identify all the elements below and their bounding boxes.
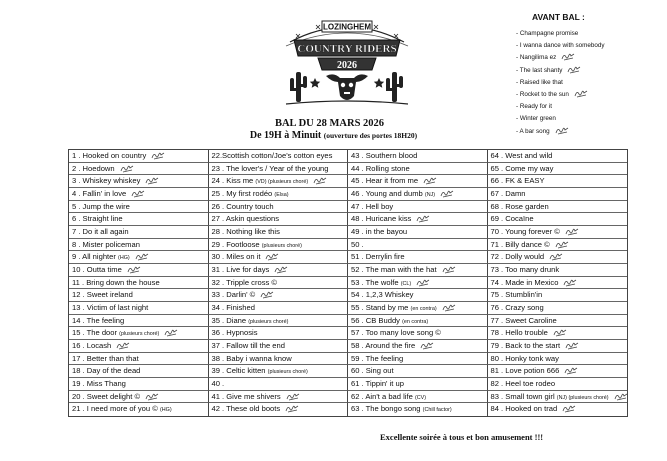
dance-cell: [348, 391, 488, 404]
dance-cell: [209, 340, 349, 353]
dance-title: 41 . Give me shivers: [211, 391, 281, 401]
dance-cell: [348, 315, 488, 328]
dance-cell: [209, 378, 349, 391]
dancer-signature-icon: [549, 252, 563, 261]
dancer-signature-icon: [574, 89, 588, 98]
dance-cell: [69, 353, 209, 366]
dance-title: 66 . FK & EASY: [490, 176, 545, 186]
closing-message: Excellente soirée à tous et bon amusement !!!: [380, 432, 544, 442]
dance-title: 58 . Around the fire: [351, 341, 416, 350]
dance-note: (plusieurs choré): [119, 331, 160, 338]
avant-bal-item-label: - I wanna dance with somebody: [516, 42, 605, 50]
dance-title: 48 . Huricane kiss: [351, 214, 412, 224]
dancer-signature-icon: [260, 290, 274, 299]
dance-cell: [69, 391, 209, 404]
dance-note: (Chill factor): [422, 407, 452, 414]
dancer-signature-icon: [564, 366, 578, 375]
dance-cell: [209, 213, 349, 226]
dance-cell: [348, 201, 488, 214]
dance-cell: [69, 150, 209, 163]
dance-title: 42 . These old boots: [211, 404, 281, 414]
dance-cell: [209, 150, 349, 163]
dance-note: (NJ) (plusieurs choré): [556, 394, 609, 401]
dance-cell: [488, 315, 628, 328]
dance-cell: [488, 391, 628, 404]
dance-title: 74 . Made in Mexico: [490, 277, 559, 287]
dance-cell: [488, 226, 628, 239]
dance-title: 43 . Southern blood: [351, 151, 418, 160]
dance-cell: [488, 175, 628, 188]
country-riders-logo: [282, 12, 412, 110]
doors-open-note: (ouverture des portes 18H20): [323, 131, 418, 140]
dance-cell: [348, 150, 488, 163]
dancer-signature-icon: [274, 265, 288, 274]
dance-cell: [69, 264, 209, 277]
dance-title: 60 . Sing out: [351, 366, 394, 376]
dance-cell: [488, 353, 628, 366]
dancer-signature-icon: [565, 341, 579, 350]
dance-title: 28 . Nothing like this: [211, 227, 280, 236]
avant-bal-item: [516, 65, 661, 77]
dance-title: 38 . Baby i wanna know: [211, 353, 292, 363]
avant-bal-item: [516, 101, 661, 113]
dance-title: 79 . Back to the start: [490, 341, 561, 350]
dancer-signature-icon: [127, 265, 141, 274]
dance-title: 71 . Billy dance ©: [490, 239, 550, 249]
dance-title: 35 . Diane: [211, 315, 247, 325]
avant-bal-item-label: - Raised like that: [516, 78, 563, 86]
dance-cell: [69, 226, 209, 239]
dance-cell: [488, 251, 628, 264]
dance-cell: [348, 340, 488, 353]
dancer-signature-icon: [285, 404, 299, 413]
dance-title: 31 . Live for days: [211, 265, 270, 274]
dance-note: (HG): [159, 407, 172, 414]
dance-title: 76 . Crazy song: [490, 303, 544, 312]
dance-title: 24 . Kiss me: [211, 176, 254, 186]
dance-title: 84 . Hooked on trad: [490, 404, 558, 414]
dance-title: 52 . The man with the hat: [351, 265, 437, 274]
dance-cell: [348, 188, 488, 201]
dance-cell: [209, 239, 349, 252]
avant-bal-title: AVANT BAL :: [532, 12, 585, 22]
dance-cell: [69, 175, 209, 188]
dance-cell: [209, 289, 349, 302]
dance-title: 5 . Jump the wire: [72, 201, 130, 211]
dance-cell: [348, 175, 488, 188]
logo-title: COUNTRY RIDERS: [297, 43, 397, 55]
dancer-signature-icon: [416, 214, 430, 223]
dance-cell: [69, 251, 209, 264]
bull-skull-icon: [326, 74, 368, 100]
dance-title: 14 . The feeling: [72, 315, 125, 325]
dancer-signature-icon: [145, 176, 159, 185]
dance-title: 11 . Bring down the house: [72, 277, 160, 287]
avant-bal-item: [516, 28, 661, 40]
dance-title: 51 . Derrylin fire: [351, 252, 405, 262]
dance-cell: [348, 226, 488, 239]
dance-title: 55 . Stand by me: [351, 303, 409, 312]
dance-title: 68 . Rose garden: [490, 201, 549, 211]
dance-note: (plusieurs choré): [267, 369, 308, 376]
dance-cell: [209, 251, 349, 264]
dance-note: (plusieurs choré): [248, 318, 289, 325]
dance-cell: [209, 226, 349, 239]
dance-title: 83 . Small town girl: [490, 391, 555, 401]
dance-cell: [488, 378, 628, 391]
dance-note: (plusieurs choré): [261, 242, 302, 249]
dance-cell: [488, 289, 628, 302]
dance-cell: [69, 365, 209, 378]
dancer-signature-icon: [416, 278, 430, 287]
logo-city: LOZINGHEM: [323, 22, 371, 32]
dancer-signature-icon: [423, 176, 437, 185]
dance-cell: [209, 327, 349, 340]
dancer-signature-icon: [420, 341, 434, 350]
dancer-signature-icon: [164, 328, 178, 337]
dancer-signature-icon: [442, 265, 456, 274]
dance-title: 32 . Tripple cross ©: [211, 277, 278, 287]
dance-cell: [69, 201, 209, 214]
dance-cell: [348, 353, 488, 366]
dancer-signature-icon: [442, 303, 456, 312]
dance-title: 81 . Love potion 666: [490, 366, 560, 376]
dance-cell: [488, 150, 628, 163]
dance-title: 12 . Sweet ireland: [72, 290, 133, 300]
dance-cell: [348, 327, 488, 340]
dance-title: 47 . Hell boy: [351, 201, 394, 211]
dance-cell: [209, 277, 349, 290]
dance-title: 21 . I need more of you ©: [72, 404, 158, 414]
dance-title: 46 . Young and dumb: [351, 189, 423, 198]
dance-cell: [69, 340, 209, 353]
dance-note: (Elsa): [274, 192, 289, 198]
avant-bal-item-label: - Winter green: [516, 115, 556, 123]
dance-cell: [348, 302, 488, 315]
dance-cell: [348, 251, 488, 264]
dance-cell: [209, 391, 349, 404]
dance-cell: [69, 188, 209, 201]
dance-cell: [69, 277, 209, 290]
dance-note: (CL): [400, 280, 412, 287]
dance-cell: [209, 188, 349, 201]
avant-bal-item: [516, 40, 661, 52]
dance-cell: [488, 302, 628, 315]
dance-cell: [209, 302, 349, 315]
dance-title: 8 . Mister policeman: [72, 239, 140, 249]
avant-bal-item-label: - Rocket to the sun: [516, 90, 569, 98]
dance-cell: [209, 175, 349, 188]
dance-title: 64 . West and wild: [490, 151, 553, 160]
avant-bal-item-label: - The last shanty: [516, 66, 563, 74]
dance-cell: [348, 378, 488, 391]
dance-title: 50 .: [351, 239, 364, 249]
dance-cell: [488, 340, 628, 353]
dance-cell: [488, 213, 628, 226]
dance-title: 67 . Damn: [490, 189, 526, 198]
logo-year: 2026: [337, 60, 357, 71]
dance-cell: [69, 315, 209, 328]
dance-cell: [69, 239, 209, 252]
dance-title: 54 . 1,2,3 Whiskey: [351, 290, 414, 300]
dance-cell: [209, 264, 349, 277]
dance-title: 6 . Straight line: [72, 214, 123, 224]
dance-note: (NJ): [424, 192, 436, 198]
dance-cell: [488, 277, 628, 290]
dance-cell: [348, 289, 488, 302]
dancer-signature-icon: [565, 227, 579, 236]
dance-title: 2 . Hoedown: [72, 163, 115, 173]
dance-cell: [209, 201, 349, 214]
dance-cell: [348, 213, 488, 226]
dance-title: 57 . Too many love song ©: [351, 328, 441, 338]
dance-title: 69 . Cocaïne: [490, 214, 534, 224]
dancer-signature-icon: [440, 189, 454, 198]
dance-title: 7 . Do it all again: [72, 227, 129, 236]
dance-cell: [69, 163, 209, 176]
dance-cell: [69, 403, 209, 416]
dance-cell: [69, 289, 209, 302]
dance-title: 78 . Hello trouble: [490, 328, 548, 338]
dance-cell: [69, 213, 209, 226]
dancer-signature-icon: [116, 341, 130, 350]
dance-title: 56 . CB Buddy: [351, 315, 400, 325]
dance-title: 3 . Whiskey whiskey: [72, 176, 141, 186]
dance-title: 70 . Young forever ©: [490, 227, 560, 236]
dance-list-grid: [68, 149, 628, 417]
dance-note: (en contra): [410, 306, 437, 312]
dance-title: 45 . Hear it from me: [351, 176, 419, 186]
dance-cell: [69, 378, 209, 391]
dance-cell: [348, 365, 488, 378]
dance-title: 10 . Outta time: [72, 265, 122, 274]
dancer-signature-icon: [614, 392, 627, 401]
dance-title: 26 . Country touch: [211, 201, 274, 211]
dance-title: 65 . Come my way: [490, 163, 554, 173]
dance-title: 1 . Hooked on country: [72, 151, 147, 160]
dance-cell: [348, 264, 488, 277]
dance-title: 15 . The door: [72, 328, 118, 338]
dance-title: 29 . Footloose: [211, 239, 260, 249]
dancer-signature-icon: [145, 392, 159, 401]
event-date: BAL DU 28 MARS 2026: [274, 118, 385, 129]
dancer-signature-icon: [563, 278, 577, 287]
dance-cell: [488, 201, 628, 214]
dance-title: 59 . The feeling: [351, 353, 404, 363]
dance-title: 37 . Fallow till the end: [211, 341, 285, 350]
dance-title: 36 . Hypnosis: [211, 328, 258, 338]
dancer-signature-icon: [313, 176, 327, 185]
dance-title: 17 . Better than that: [72, 353, 139, 363]
dance-cell: [209, 163, 349, 176]
dance-cell: [488, 365, 628, 378]
dance-title: 82 . Heel toe rodeo: [490, 379, 556, 388]
dancer-signature-icon: [286, 392, 300, 401]
dance-title: 33 . Darlin' ©: [211, 290, 256, 300]
dance-cell: [348, 163, 488, 176]
dance-cell: [488, 163, 628, 176]
dance-title: 9 . All nighter: [72, 252, 116, 262]
dancer-signature-icon: [561, 52, 575, 61]
dance-cell: [488, 239, 628, 252]
dance-cell: [348, 277, 488, 290]
dance-title: 80 . Honky tonk way: [490, 353, 559, 363]
avant-bal-item: [516, 77, 661, 89]
event-hours: [0, 127, 667, 141]
dance-title: 39 . Celtic kitten: [211, 366, 266, 376]
dance-title: 25 . My first rodéo: [211, 189, 273, 198]
dance-note: (CV): [414, 394, 427, 401]
dancer-signature-icon: [265, 252, 279, 261]
dance-title: 22.Scottish cotton/Joe's cotton eyes: [211, 151, 333, 160]
dance-title: 27 . Askin questions: [211, 214, 280, 224]
dance-title: 62 . Ain't a bad life: [351, 391, 413, 401]
dance-cell: [209, 365, 349, 378]
dance-cell: [488, 327, 628, 340]
dancer-signature-icon: [555, 240, 569, 249]
avant-bal-item-label: - Nangilima ez: [516, 54, 557, 62]
dancer-signature-icon: [567, 65, 581, 74]
dance-title: 13 . Victim of last night: [72, 303, 149, 312]
dance-cell: [488, 188, 628, 201]
dancer-signature-icon: [151, 151, 165, 160]
dance-title: 18 . Day of the dead: [72, 366, 141, 376]
avant-bal-item-label: - A bar song: [516, 127, 550, 135]
dancer-signature-icon: [120, 164, 134, 173]
dance-cell: [348, 403, 488, 416]
dance-title: 77 . Sweet Caroline: [490, 315, 557, 325]
dance-note: (HG): [118, 255, 130, 262]
event-hours-text: De 19H à Minuit: [249, 130, 322, 141]
dancer-signature-icon: [131, 189, 145, 198]
dance-title: 16 . Locash: [72, 341, 112, 350]
dance-cell: [209, 315, 349, 328]
avant-bal-item: [516, 89, 661, 101]
dance-title: 61 . Tippin' it up: [351, 379, 404, 388]
dance-title: 4 . Fallin' in love: [72, 189, 127, 198]
dance-title: 34 . Finished: [211, 303, 255, 312]
dance-title: 40 .: [211, 379, 225, 388]
dance-cell: [69, 302, 209, 315]
avant-bal-item-label: - Ready for it: [516, 103, 553, 111]
dancer-signature-icon: [562, 404, 576, 413]
dance-cell: [69, 327, 209, 340]
dance-title: 20 . Sweet delight ©: [72, 391, 141, 401]
dance-title: 49 . in the bayou: [351, 227, 408, 236]
avant-bal-item-label: - Champagne promise: [516, 30, 579, 37]
dancer-signature-icon: [553, 328, 567, 337]
dance-title: 75 . Stumblin'in: [490, 290, 543, 300]
dance-title: 53 . The wolfe: [351, 277, 399, 287]
dance-title: 44 . Rolling stone: [351, 163, 410, 173]
dance-cell: [209, 353, 349, 366]
dance-cell: [348, 239, 488, 252]
dance-cell: [488, 403, 628, 416]
dance-title: 73 . Too many drunk: [490, 265, 560, 274]
dance-note: (VD) (plusieurs choré): [255, 179, 309, 186]
dance-cell: [488, 264, 628, 277]
avant-bal-item: [516, 52, 661, 64]
dance-cell: [209, 403, 349, 416]
dance-title: 19 . Miss Thang: [72, 379, 126, 388]
dance-title: 72 . Dolly would: [490, 252, 545, 262]
dance-note: (en contra): [402, 318, 429, 325]
dance-title: 23 . The lover's / Year of the young: [211, 163, 329, 173]
dance-title: 30 . Miles on it: [211, 252, 261, 262]
dance-title: 63 . The bongo song: [351, 404, 421, 414]
dancer-signature-icon: [135, 252, 149, 261]
